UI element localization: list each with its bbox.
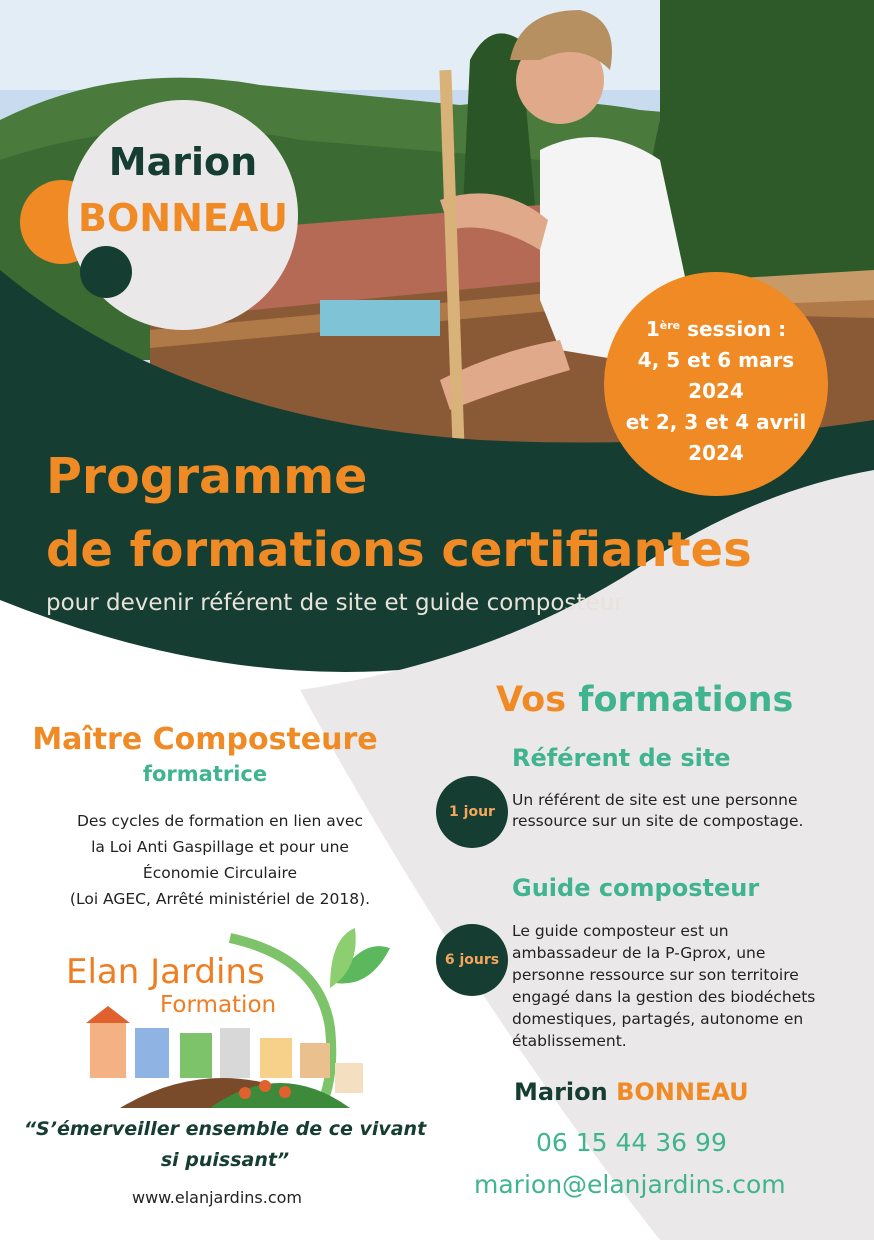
- session-line4: et 2, 3 et 4 avril: [625, 410, 807, 434]
- session-ordinal: 1: [645, 317, 660, 341]
- formations-heading-part2: formations: [566, 680, 794, 720]
- header-last-name: BONNEAU: [78, 196, 288, 240]
- website-link[interactable]: www.elanjardins.com: [132, 1188, 302, 1207]
- desc-line: Le guide composteur est un: [512, 922, 729, 940]
- green-dot-decoration: [80, 246, 132, 298]
- desc-line: (Loi AGEC, Arrêté ministériel de 2018).: [69, 890, 371, 908]
- desc-line: Économie Circulaire: [142, 864, 298, 882]
- page-subtitle: pour devenir référent de site et guide composteur: [46, 590, 624, 616]
- desc-line: ambassadeur de la P-Gprox, une: [512, 944, 766, 962]
- session-label: session :: [680, 317, 787, 341]
- logo-house-icon: [90, 1023, 126, 1078]
- desc-line: personne ressource sur son territoire: [512, 966, 799, 984]
- desc-line: engagé dans la gestion des biodéchets: [512, 988, 816, 1006]
- contact-first-name: Marion: [514, 1078, 608, 1106]
- desc-line: Un référent de site est une personne: [512, 791, 798, 809]
- session-ordinal-suffix: ère: [659, 319, 681, 332]
- role-title: Maître Composteure: [32, 722, 378, 757]
- quote: [20, 1114, 430, 1176]
- quote-line: si puissant”: [160, 1149, 290, 1171]
- info-panel: [320, 300, 440, 336]
- duration-badge-referent: 1 jour: [436, 776, 508, 848]
- logo-subtitle: Formation: [160, 992, 277, 1018]
- session-line5: 2024: [688, 441, 744, 465]
- contact-email[interactable]: marion@elanjardins.com: [474, 1170, 786, 1199]
- page-title-line1: Programme: [46, 448, 368, 505]
- session-line3: 2024: [688, 379, 744, 403]
- duration-badge-guide: 6 jours: [436, 924, 508, 996]
- page-title-line2: de formations certifiantes: [46, 522, 752, 578]
- formations-heading: [496, 680, 793, 720]
- tree-foliage: [647, 0, 874, 300]
- formation-desc-guide: [512, 920, 852, 1052]
- contact-phone[interactable]: 06 15 44 36 99: [536, 1128, 727, 1157]
- desc-line: la Loi Anti Gaspillage et pour une: [91, 838, 349, 856]
- desc-line: domestiques, partagés, autonome en: [512, 1010, 804, 1028]
- header-first-name: Marion: [108, 140, 258, 184]
- contact-last-name: BONNEAU: [607, 1078, 749, 1106]
- role-description: [40, 808, 400, 912]
- desc-line: Des cycles de formation en lien avec: [76, 812, 363, 830]
- desc-line: établissement.: [512, 1032, 627, 1050]
- desc-line: ressource sur un site de compostage.: [512, 812, 804, 830]
- logo-title: Elan Jardins: [66, 952, 265, 992]
- contact-name: [514, 1078, 749, 1106]
- session-dates: [604, 314, 828, 469]
- formation-title-referent: Référent de site: [512, 744, 731, 772]
- session-line2: 4, 5 et 6 mars: [637, 348, 795, 372]
- role-subtitle: formatrice: [142, 762, 268, 786]
- formation-desc-referent: [512, 790, 852, 832]
- formations-heading-part1: Vos: [496, 680, 567, 720]
- quote-line: “S’émerveiller ensemble de ce vivant: [23, 1118, 427, 1140]
- formation-title-guide: Guide composteur: [512, 874, 760, 902]
